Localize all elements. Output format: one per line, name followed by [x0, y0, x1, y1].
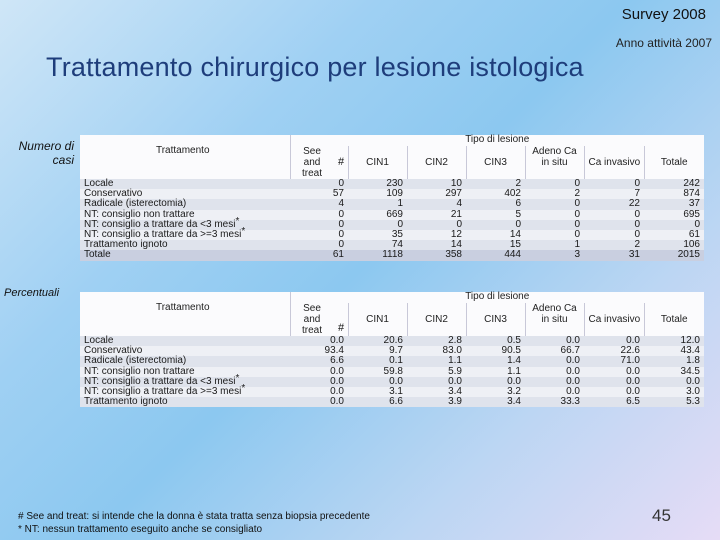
table-cell: 0.0 [407, 377, 466, 387]
table-cell: 71.0 [584, 356, 644, 366]
row-label-text: Locale [84, 335, 114, 347]
table-cell: 14 [466, 230, 525, 240]
table-cell: 66.7 [525, 346, 584, 356]
table-cell: 1.1 [466, 367, 525, 377]
table-cell: 10 [407, 179, 466, 189]
table-cell: 21 [407, 210, 466, 220]
see-treat-hash-mark: # [338, 156, 345, 168]
table-cell: 0.1 [348, 356, 407, 366]
trattamento-header-2: Trattamento [80, 303, 290, 336]
table-cell: 33.3 [525, 397, 584, 407]
table-cell: 0.0 [290, 336, 348, 346]
total-cell: 31 [584, 250, 644, 260]
table-row [80, 397, 704, 407]
total-cell: 3 [525, 250, 584, 260]
table-cell: 0.0 [525, 367, 584, 377]
row-label-text: NT: consiglio non trattare [84, 208, 195, 220]
see-treat-header: See and treat [290, 146, 348, 179]
table-cell: 43.4 [644, 346, 704, 356]
table-cell: 0 [584, 230, 644, 240]
total-cell: 2015 [644, 250, 704, 260]
table-cell: 6.6 [290, 356, 348, 366]
nt-star-mark: * [241, 226, 246, 238]
total-label: Totale [80, 250, 290, 260]
table-cell: 0.0 [290, 367, 348, 377]
row-label-text: Conservativo [84, 188, 143, 200]
table-cell: 3.9 [407, 397, 466, 407]
table-cell: 0.0 [525, 377, 584, 387]
table-cell: 0 [525, 230, 584, 240]
table-cell: 874 [644, 189, 704, 199]
table-cell: 0.0 [290, 397, 348, 407]
tipo-lesione-header: Tipo di lesione [290, 135, 704, 146]
table-cell: 0.0 [584, 377, 644, 387]
table-cell: 1.8 [644, 356, 704, 366]
table-cell: 230 [348, 179, 407, 189]
page-number: 45 [652, 506, 671, 525]
table-cell: 9.7 [348, 346, 407, 356]
slide-title: Trattamento chirurgico per lesione istologica [46, 52, 584, 82]
table-cell: 0 [407, 220, 466, 230]
percent-section-label: Percentuali [4, 287, 60, 299]
table-cell: 0 [644, 220, 704, 230]
table-cell: 0 [290, 230, 348, 240]
table-cell: 0 [525, 210, 584, 220]
row-label-text: Radicale (isterectomia) [84, 355, 187, 367]
see-treat-hash-mark-2: # [338, 322, 345, 334]
table-cell: 2 [584, 240, 644, 250]
row-label-text: Radicale (isterectomia) [84, 198, 187, 210]
table-cell: 15 [466, 240, 525, 250]
table-cell: 83.0 [407, 346, 466, 356]
table-cell: 6 [466, 199, 525, 209]
table-cell: 109 [348, 189, 407, 199]
table-cell: 669 [348, 210, 407, 220]
table-cell: 0.0 [290, 387, 348, 397]
table-cell: 12.0 [644, 336, 704, 346]
row-label-text: NT: consiglio a trattare da >=3 mesi [84, 229, 242, 241]
table-cell: 3.0 [644, 387, 704, 397]
table-cell: 0.5 [466, 336, 525, 346]
table-cell: 0 [525, 179, 584, 189]
nt-star-mark: * [241, 383, 246, 395]
nt-star-mark: * [235, 215, 240, 227]
table-cell: 106 [644, 240, 704, 250]
tipo-lesione-header-2: Tipo di lesione [290, 292, 704, 303]
table-cell: 3.2 [466, 387, 525, 397]
row-label-text: NT: consiglio a trattare da >=3 mesi [84, 386, 242, 398]
table-cell: 14 [407, 240, 466, 250]
table-cell: 402 [466, 189, 525, 199]
table-cell: 5 [466, 210, 525, 220]
anno-subtitle: Anno attività 2007 [615, 36, 712, 50]
cin1-header: CIN1 [348, 146, 407, 179]
footnotes [18, 511, 370, 536]
table-cell: 0 [525, 220, 584, 230]
table-cell: 0 [584, 179, 644, 189]
table-cell: 0 [466, 220, 525, 230]
table-cell: 0.0 [290, 377, 348, 387]
table-cell: 34.5 [644, 367, 704, 377]
table-cell: 1 [348, 199, 407, 209]
totale-header-2: Totale [644, 303, 704, 336]
table-cell: 2.8 [407, 336, 466, 346]
row-label-text: NT: consiglio a trattare da <3 mesi [84, 218, 236, 230]
percent-table [80, 292, 704, 407]
trattamento-header: Trattamento [80, 146, 290, 179]
table-cell: 20.6 [348, 336, 407, 346]
table-cell: 22.6 [584, 346, 644, 356]
table-cell: 297 [407, 189, 466, 199]
total-cell: 61 [290, 250, 348, 260]
total-cell: 1118 [348, 250, 407, 260]
table-cell: 6.6 [348, 397, 407, 407]
table-cell: 0 [525, 199, 584, 209]
table-cell: 695 [644, 210, 704, 220]
ca-invasivo-header-2: Ca invasivo [584, 303, 644, 336]
table-cell: 1.1 [407, 356, 466, 366]
nt-star-mark: * [235, 372, 240, 384]
cin2-header: CIN2 [407, 146, 466, 179]
table-cell: 0.0 [466, 377, 525, 387]
adeno-header-2: Adeno Ca in situ [525, 303, 584, 336]
table-cell: 90.5 [466, 346, 525, 356]
table-cell: 93.4 [290, 346, 348, 356]
table-cell: 0 [584, 220, 644, 230]
total-row [80, 250, 704, 260]
table-cell: 22 [584, 199, 644, 209]
table-cell: 4 [290, 199, 348, 209]
row-label-text: NT: consiglio non trattare [84, 365, 195, 377]
table-cell: 12 [407, 230, 466, 240]
adeno-header: Adeno Ca in situ [525, 146, 584, 179]
table-cell: 0.0 [525, 387, 584, 397]
table-cell: 0 [584, 210, 644, 220]
see-treat-header-2: See and treat [290, 303, 348, 336]
total-cell: 358 [407, 250, 466, 260]
table-cell: 61 [644, 230, 704, 240]
table-cell: 0.0 [584, 387, 644, 397]
table-cell: 74 [348, 240, 407, 250]
table-cell: 3.4 [466, 397, 525, 407]
table-cell: 0.0 [644, 377, 704, 387]
footnote-see-treat: # See and treat: si intende che la donna è stata tratta senza biopsia precedente [18, 511, 370, 522]
cin2-header-2: CIN2 [407, 303, 466, 336]
row-label [80, 240, 290, 250]
cin1-header-2: CIN1 [348, 303, 407, 336]
row-label-text: NT: consiglio a trattare da <3 mesi [84, 375, 236, 387]
footnote-nt: * NT: nessun trattamento eseguito anche se consigliato [18, 523, 263, 535]
row-label [80, 397, 290, 407]
table-cell: 0.0 [525, 336, 584, 346]
table-cell: 0.0 [584, 367, 644, 377]
cin3-header-2: CIN3 [466, 303, 525, 336]
table-cell: 57 [290, 189, 348, 199]
table-cell: 7 [584, 189, 644, 199]
row-label-text: Conservativo [84, 345, 143, 357]
counts-table [80, 135, 704, 261]
table-cell: 5.9 [407, 367, 466, 377]
total-cell: 444 [466, 250, 525, 260]
table-cell: 0.0 [525, 356, 584, 366]
row-label-text: Trattamento ignoto [84, 239, 168, 251]
table-cell: 242 [644, 179, 704, 189]
survey-title: Survey 2008 [621, 6, 706, 23]
table-cell: 0 [290, 210, 348, 220]
table-cell: 0 [348, 220, 407, 230]
table-cell: 59.8 [348, 367, 407, 377]
counts-section-label: Numero di casi [18, 139, 74, 167]
table-cell: 35 [348, 230, 407, 240]
table-cell: 37 [644, 199, 704, 209]
table-cell: 2 [525, 189, 584, 199]
row-label-text: Trattamento ignoto [84, 396, 168, 408]
table-cell: 0 [290, 240, 348, 250]
table-cell: 0.0 [584, 336, 644, 346]
table-cell: 0.0 [348, 377, 407, 387]
ca-invasivo-header: Ca invasivo [584, 146, 644, 179]
table-cell: 2 [466, 179, 525, 189]
cin3-header: CIN3 [466, 146, 525, 179]
table-cell: 1.4 [466, 356, 525, 366]
table-cell: 3.1 [348, 387, 407, 397]
table-cell: 5.3 [644, 397, 704, 407]
row-label-text: Locale [84, 178, 114, 190]
table-cell: 0 [290, 220, 348, 230]
totale-header: Totale [644, 146, 704, 179]
table-cell: 6.5 [584, 397, 644, 407]
table-cell: 1 [525, 240, 584, 250]
table-cell: 3.4 [407, 387, 466, 397]
table-cell: 0 [290, 179, 348, 189]
table-cell: 4 [407, 199, 466, 209]
